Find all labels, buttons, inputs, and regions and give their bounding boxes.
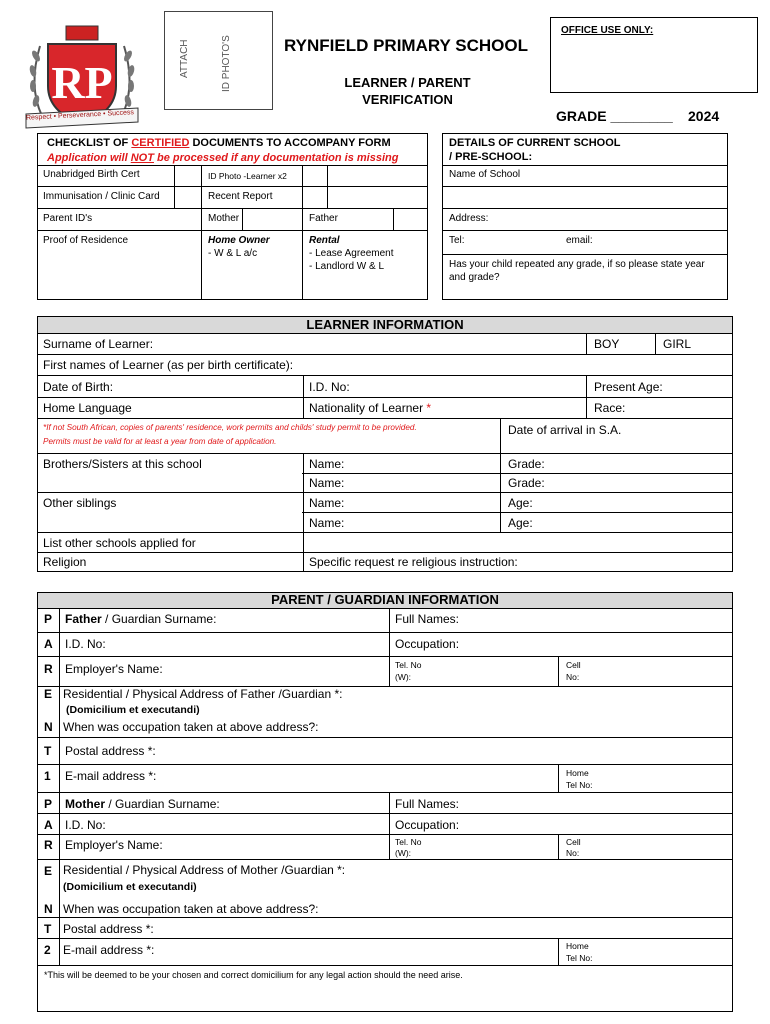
current-school-address: Address: xyxy=(449,213,489,224)
father-occupation: Occupation: xyxy=(395,637,460,651)
father-id-no: I.D. No: xyxy=(65,637,106,651)
father-cell-no: No: xyxy=(566,672,580,682)
office-use-box xyxy=(550,17,758,93)
learner-sibling-name-1: Name: xyxy=(309,457,345,471)
photo-box-label-1: ATTACH xyxy=(179,39,190,78)
checklist-home-owner: Home Owner xyxy=(208,235,270,246)
parent-2-letter-2: 2 xyxy=(44,943,51,957)
footer-note: *This will be deemed to be your chosen and correct domicilium for any legal action should the need arise. xyxy=(44,970,463,980)
checklist-proof-residence: Proof of Residence xyxy=(43,235,129,246)
parent-1-letter-a: A xyxy=(44,637,53,651)
learner-other-age-1: Age: xyxy=(508,496,533,510)
father-occupation-taken: When was occupation taken at above address?: xyxy=(63,720,319,734)
checklist-rental-item-2: - Landlord W & L xyxy=(309,261,385,272)
mother-tel-w: (W): xyxy=(395,848,412,858)
learner-other-name-2: Name: xyxy=(309,516,345,530)
learner-nationality: Nationality of Learner * xyxy=(309,401,432,415)
learner-present-age: Present Age: xyxy=(594,380,663,394)
mother-tel-no: Tel. No xyxy=(395,837,422,847)
parent-2-letter-a: A xyxy=(44,818,53,832)
learner-girl: GIRL xyxy=(663,337,692,351)
learner-other-siblings: Other siblings xyxy=(43,496,117,510)
grade-label: GRADE ________ xyxy=(556,108,673,124)
mother-cell-no: No: xyxy=(566,848,580,858)
checklist-mother: Mother xyxy=(208,213,240,224)
father-address: Residential / Physical Address of Father /Guardian *: xyxy=(63,687,343,701)
mother-email: E-mail address *: xyxy=(63,943,155,957)
learner-home-language: Home Language xyxy=(43,401,132,415)
mother-home-tel: Tel No: xyxy=(566,953,593,963)
parent-1-letter-p: P xyxy=(44,612,53,626)
checklist-rental-item-1: - Lease Agreement xyxy=(309,248,394,259)
learner-religion: Religion xyxy=(43,555,87,569)
form-title-2: VERIFICATION xyxy=(362,92,453,107)
parent-2-letter-r: R xyxy=(44,838,53,852)
father-home: Home xyxy=(566,768,589,778)
father-tel-no: Tel. No xyxy=(395,660,422,670)
learner-note-1: *If not South African, copies of parents' residence, work permits and childs' study permit to be provided. xyxy=(43,423,417,432)
mother-employer: Employer's Name: xyxy=(65,838,163,852)
learner-religious-request: Specific request re religious instruction: xyxy=(309,555,518,569)
logo-initials-text: RP xyxy=(51,57,113,108)
grade-year: 2024 xyxy=(688,108,720,124)
learner-other-name-1: Name: xyxy=(309,496,345,510)
learner-id-no: I.D. No: xyxy=(309,380,350,394)
current-school-repeat-2: and grade? xyxy=(449,272,500,283)
current-school-tel: Tel: xyxy=(449,235,465,246)
current-school-email: email: xyxy=(566,235,593,246)
checklist-title: CHECKLIST OF CERTIFIED DOCUMENTS TO ACCOMPANY FORM xyxy=(47,137,391,149)
checklist-parent-ids: Parent ID's xyxy=(43,213,93,224)
mother-occupation: Occupation: xyxy=(395,818,460,832)
parent-2-letter-t: T xyxy=(44,922,52,936)
checklist-warning: Application will NOT be processed if any documentation is missing xyxy=(47,152,399,164)
office-use-label: OFFICE USE ONLY: xyxy=(561,25,654,36)
father-cell: Cell xyxy=(566,660,581,670)
checklist-immunisation: Immunisation / Clinic Card xyxy=(43,191,160,202)
parent-2-letter-p: P xyxy=(44,797,53,811)
mother-occupation-taken: When was occupation taken at above address?: xyxy=(63,902,319,916)
current-school-title-2: / PRE-SCHOOL: xyxy=(449,151,533,163)
mother-postal: Postal address *: xyxy=(63,922,154,936)
checklist-rental: Rental xyxy=(309,235,340,246)
learner-race: Race: xyxy=(594,401,626,415)
photo-box-label-2: ID PHOTO'S xyxy=(221,35,232,92)
learner-sibling-grade-2: Grade: xyxy=(508,476,545,490)
learner-other-schools: List other schools applied for xyxy=(43,536,196,550)
checklist-father: Father xyxy=(309,213,338,224)
parent-1-letter-t: T xyxy=(44,744,52,758)
photo-box xyxy=(164,11,273,110)
school-logo xyxy=(22,16,142,144)
learner-boy: BOY xyxy=(594,337,620,351)
parent-2-letter-n: N xyxy=(44,902,53,916)
father-employer: Employer's Name: xyxy=(65,662,163,676)
logo-motto: Respect • Perseverance • Success xyxy=(25,109,135,122)
father-full-names: Full Names: xyxy=(395,612,460,626)
parent-1-letter-n: N xyxy=(44,720,53,734)
current-school-title-1: DETAILS OF CURRENT SCHOOL xyxy=(449,137,621,149)
learner-info-title: LEARNER INFORMATION xyxy=(306,317,464,332)
learner-first-names: First names of Learner (as per birth certificate): xyxy=(43,358,294,372)
current-school-repeat-1: Has your child repeated any grade, if so please state year xyxy=(449,259,705,270)
father-postal: Postal address *: xyxy=(65,744,156,758)
learner-sibling-grade-1: Grade: xyxy=(508,457,545,471)
mother-surname-label: Mother / Guardian Surname: xyxy=(65,797,220,811)
learner-surname: Surname of Learner: xyxy=(43,337,154,351)
father-surname-label: Father / Guardian Surname: xyxy=(65,612,217,626)
school-name: RYNFIELD PRIMARY SCHOOL xyxy=(284,36,528,55)
father-tel-w: (W): xyxy=(395,672,412,682)
parent-2-letter-e: E xyxy=(44,864,53,878)
learner-dob: Date of Birth: xyxy=(43,380,114,394)
parent-1-letter-1: 1 xyxy=(44,769,51,783)
form-title-1: LEARNER / PARENT xyxy=(344,75,471,90)
mother-home: Home xyxy=(566,941,589,951)
mother-address: Residential / Physical Address of Mother /Guardian *: xyxy=(63,863,346,877)
parent-1-letter-e: E xyxy=(44,687,53,701)
mother-cell: Cell xyxy=(566,837,581,847)
mother-id-no: I.D. No: xyxy=(65,818,106,832)
mother-domicilium: (Domicilium et executandi) xyxy=(63,881,197,893)
father-email: E-mail address *: xyxy=(65,769,157,783)
checklist-home-owner-item: - W & L a/c xyxy=(208,248,258,259)
checklist-recent-report: Recent Report xyxy=(208,191,273,202)
parent-info-title: PARENT / GUARDIAN INFORMATION xyxy=(271,592,499,607)
checklist-id-photo: ID Photo -Learner x2 xyxy=(208,171,287,181)
checklist-birth-cert: Unabridged Birth Cert xyxy=(43,169,140,180)
learner-brothers-sisters: Brothers/Sisters at this school xyxy=(43,457,202,471)
current-school-name: Name of School xyxy=(449,169,521,180)
father-domicilium: (Domicilium et executandi) xyxy=(66,704,200,716)
learner-note-2: Permits must be valid for at least a year from date of application. xyxy=(43,437,277,446)
father-home-tel: Tel No: xyxy=(566,780,593,790)
mother-full-names: Full Names: xyxy=(395,797,460,811)
learner-other-age-2: Age: xyxy=(508,516,533,530)
learner-sibling-name-2: Name: xyxy=(309,476,345,490)
parent-1-letter-r: R xyxy=(44,662,53,676)
learner-arrival: Date of arrival in S.A. xyxy=(508,423,622,437)
